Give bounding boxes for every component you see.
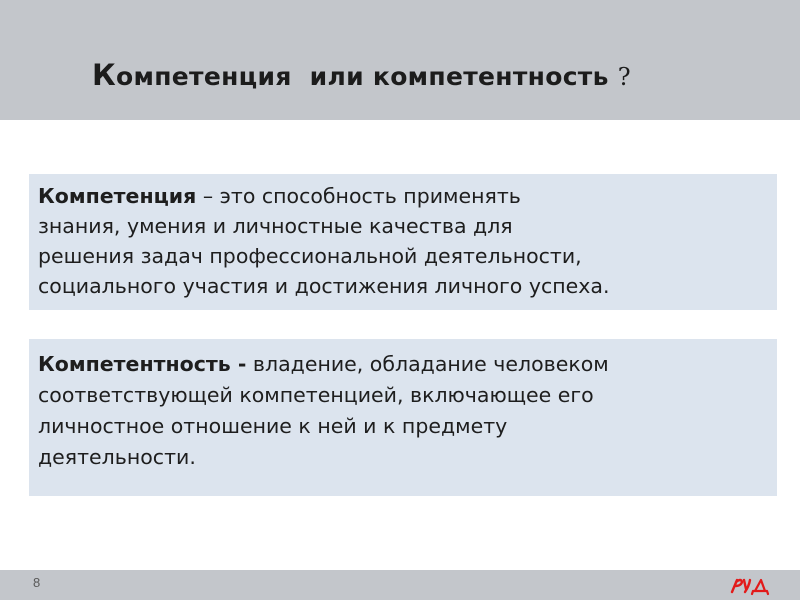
competence-definition-box [29,174,777,310]
competence-line-1-rest: – это способность применять [196,184,521,208]
title-text: омпетенция или компетентность [116,62,609,91]
competence-line-4: социального участия и достижения личного успеха. [38,274,610,298]
competency-definition-box [29,339,777,496]
competency-term: Компетентность - [38,352,247,376]
competency-line-4: деятельности. [38,445,196,469]
footer-band [0,570,800,600]
slide-title [92,58,631,92]
page-number: 8 [33,575,41,590]
title-question-mark: ? [617,63,631,91]
rzd-logo-icon [728,572,772,598]
competence-line-1 [38,181,769,211]
competence-term: Компетенция [38,184,197,208]
competency-line-2: соответствующей компетенцией, включающее его [38,383,594,407]
competency-line-1 [38,349,769,380]
competency-line-1-rest: владение, обладание человеком [246,352,609,376]
competence-line-2: знания, умения и личностные качества для [38,214,513,238]
competency-line-3: личностное отношение к ней и к предмету [38,414,508,438]
title-first-letter: К [92,58,117,92]
competence-line-3: решения задач профессиональной деятельности, [38,244,582,268]
